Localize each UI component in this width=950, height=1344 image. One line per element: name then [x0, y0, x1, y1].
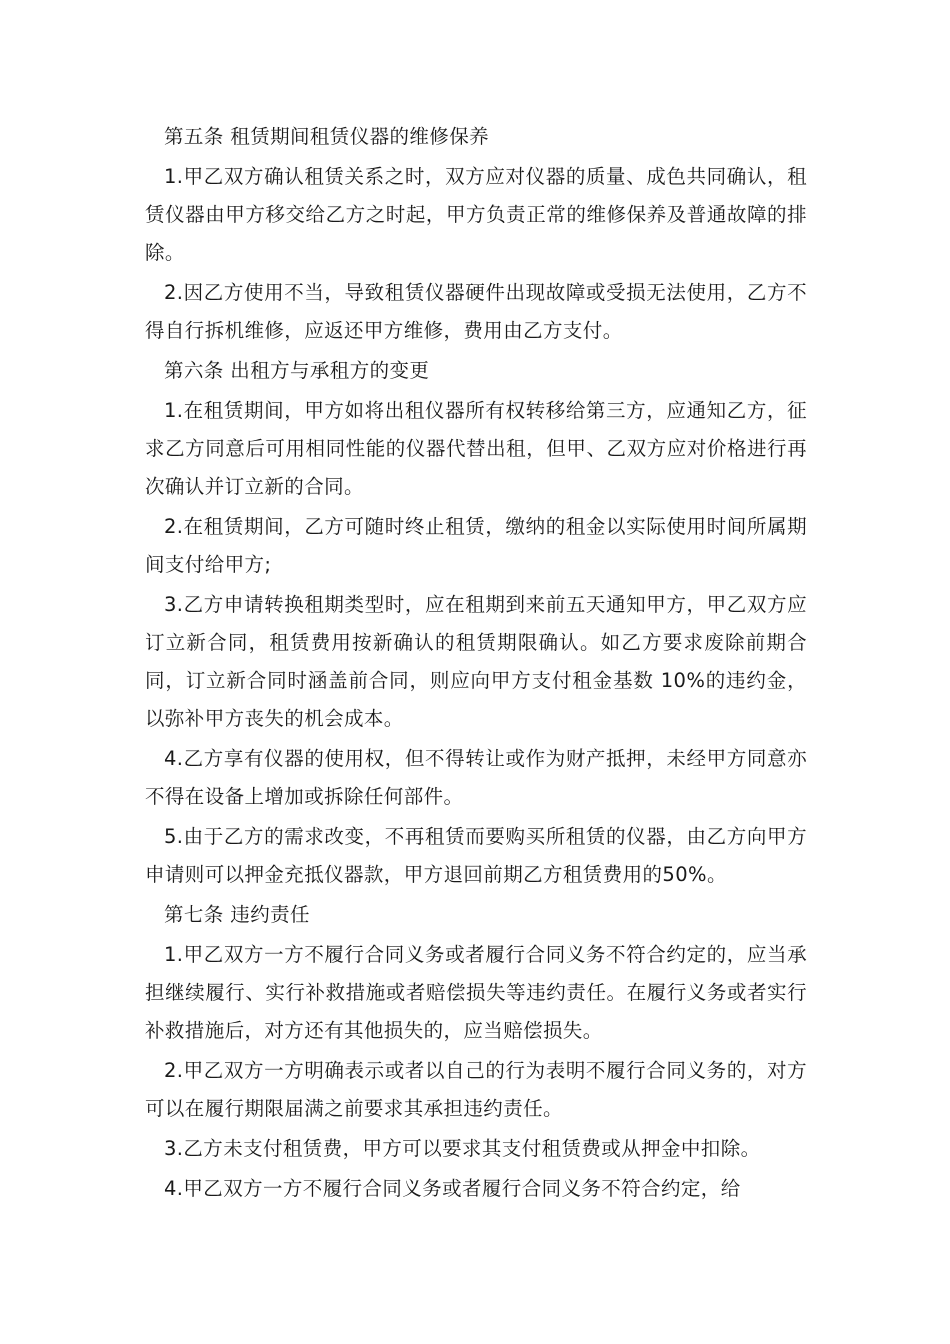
- article-5-heading: 第五条 租赁期间租赁仪器的维修保养: [164, 125, 489, 148]
- article-6-clause-2: 2.在租赁期间，乙方可随时终止租赁，缴纳的租金以实际使用时间所属期间支付给甲方;: [145, 515, 807, 576]
- document-body: [145, 118, 807, 1210]
- article-7-clause-4: 4.甲乙双方一方不履行合同义务或者履行合同义务不符合约定，给: [164, 1177, 741, 1200]
- article-7-clause-1: 1.甲乙双方一方不履行合同义务或者履行合同义务不符合约定的，应当承担继续履行、实行补救措施或者赔偿损失等违约责任。在履行义务或者实行补救措施后，对方还有其他损失的，应当赔偿损失。: [145, 943, 807, 1042]
- article-7-clause-2: 2.甲乙双方一方明确表示或者以自己的行为表明不履行合同义务的，对方可以在履行期限届满之前要求其承担违约责任。: [145, 1059, 807, 1120]
- article-6-clause-1: 1.在租赁期间，甲方如将出租仪器所有权转移给第三方，应通知乙方，征求乙方同意后可用相同性能的仪器代替出租，但甲、乙双方应对价格进行再次确认并订立新的合同。: [145, 399, 807, 498]
- article-6-heading: 第六条 出租方与承租方的变更: [164, 359, 430, 382]
- article-7-heading: 第七条 违约责任: [164, 903, 310, 926]
- article-6-clause-5: 5.由于乙方的需求改变，不再租赁而要购买所租赁的仪器，由乙方向甲方申请则可以押金充抵仪器款，甲方退回前期乙方租赁费用的50%。: [145, 825, 807, 886]
- article-5-clause-1: 1.甲乙双方确认租赁关系之时，双方应对仪器的质量、成色共同确认，租赁仪器由甲方移交给乙方之时起，甲方负责正常的维修保养及普通故障的排除。: [145, 165, 807, 264]
- article-7-clause-3: 3.乙方未支付租赁费，甲方可以要求其支付租赁费或从押金中扣除。: [164, 1137, 761, 1160]
- article-5-clause-2: 2.因乙方使用不当，导致租赁仪器硬件出现故障或受损无法使用，乙方不得自行拆机维修，应返还甲方维修，费用由乙方支付。: [145, 281, 807, 342]
- article-6-clause-4: 4.乙方享有仪器的使用权，但不得转让或作为财产抵押，未经甲方同意亦不得在设备上增加或拆除任何部件。: [145, 747, 807, 808]
- article-6-clause-3: 3.乙方申请转换租期类型时，应在租期到来前五天通知甲方，甲乙双方应订立新合同，租赁费用按新确认的租赁期限确认。如乙方要求废除前期合同，订立新合同时涵盖前合同，则应向甲方支付租金基数 10%的违约金，以弥补甲方丧失的机会成本。: [145, 593, 807, 730]
